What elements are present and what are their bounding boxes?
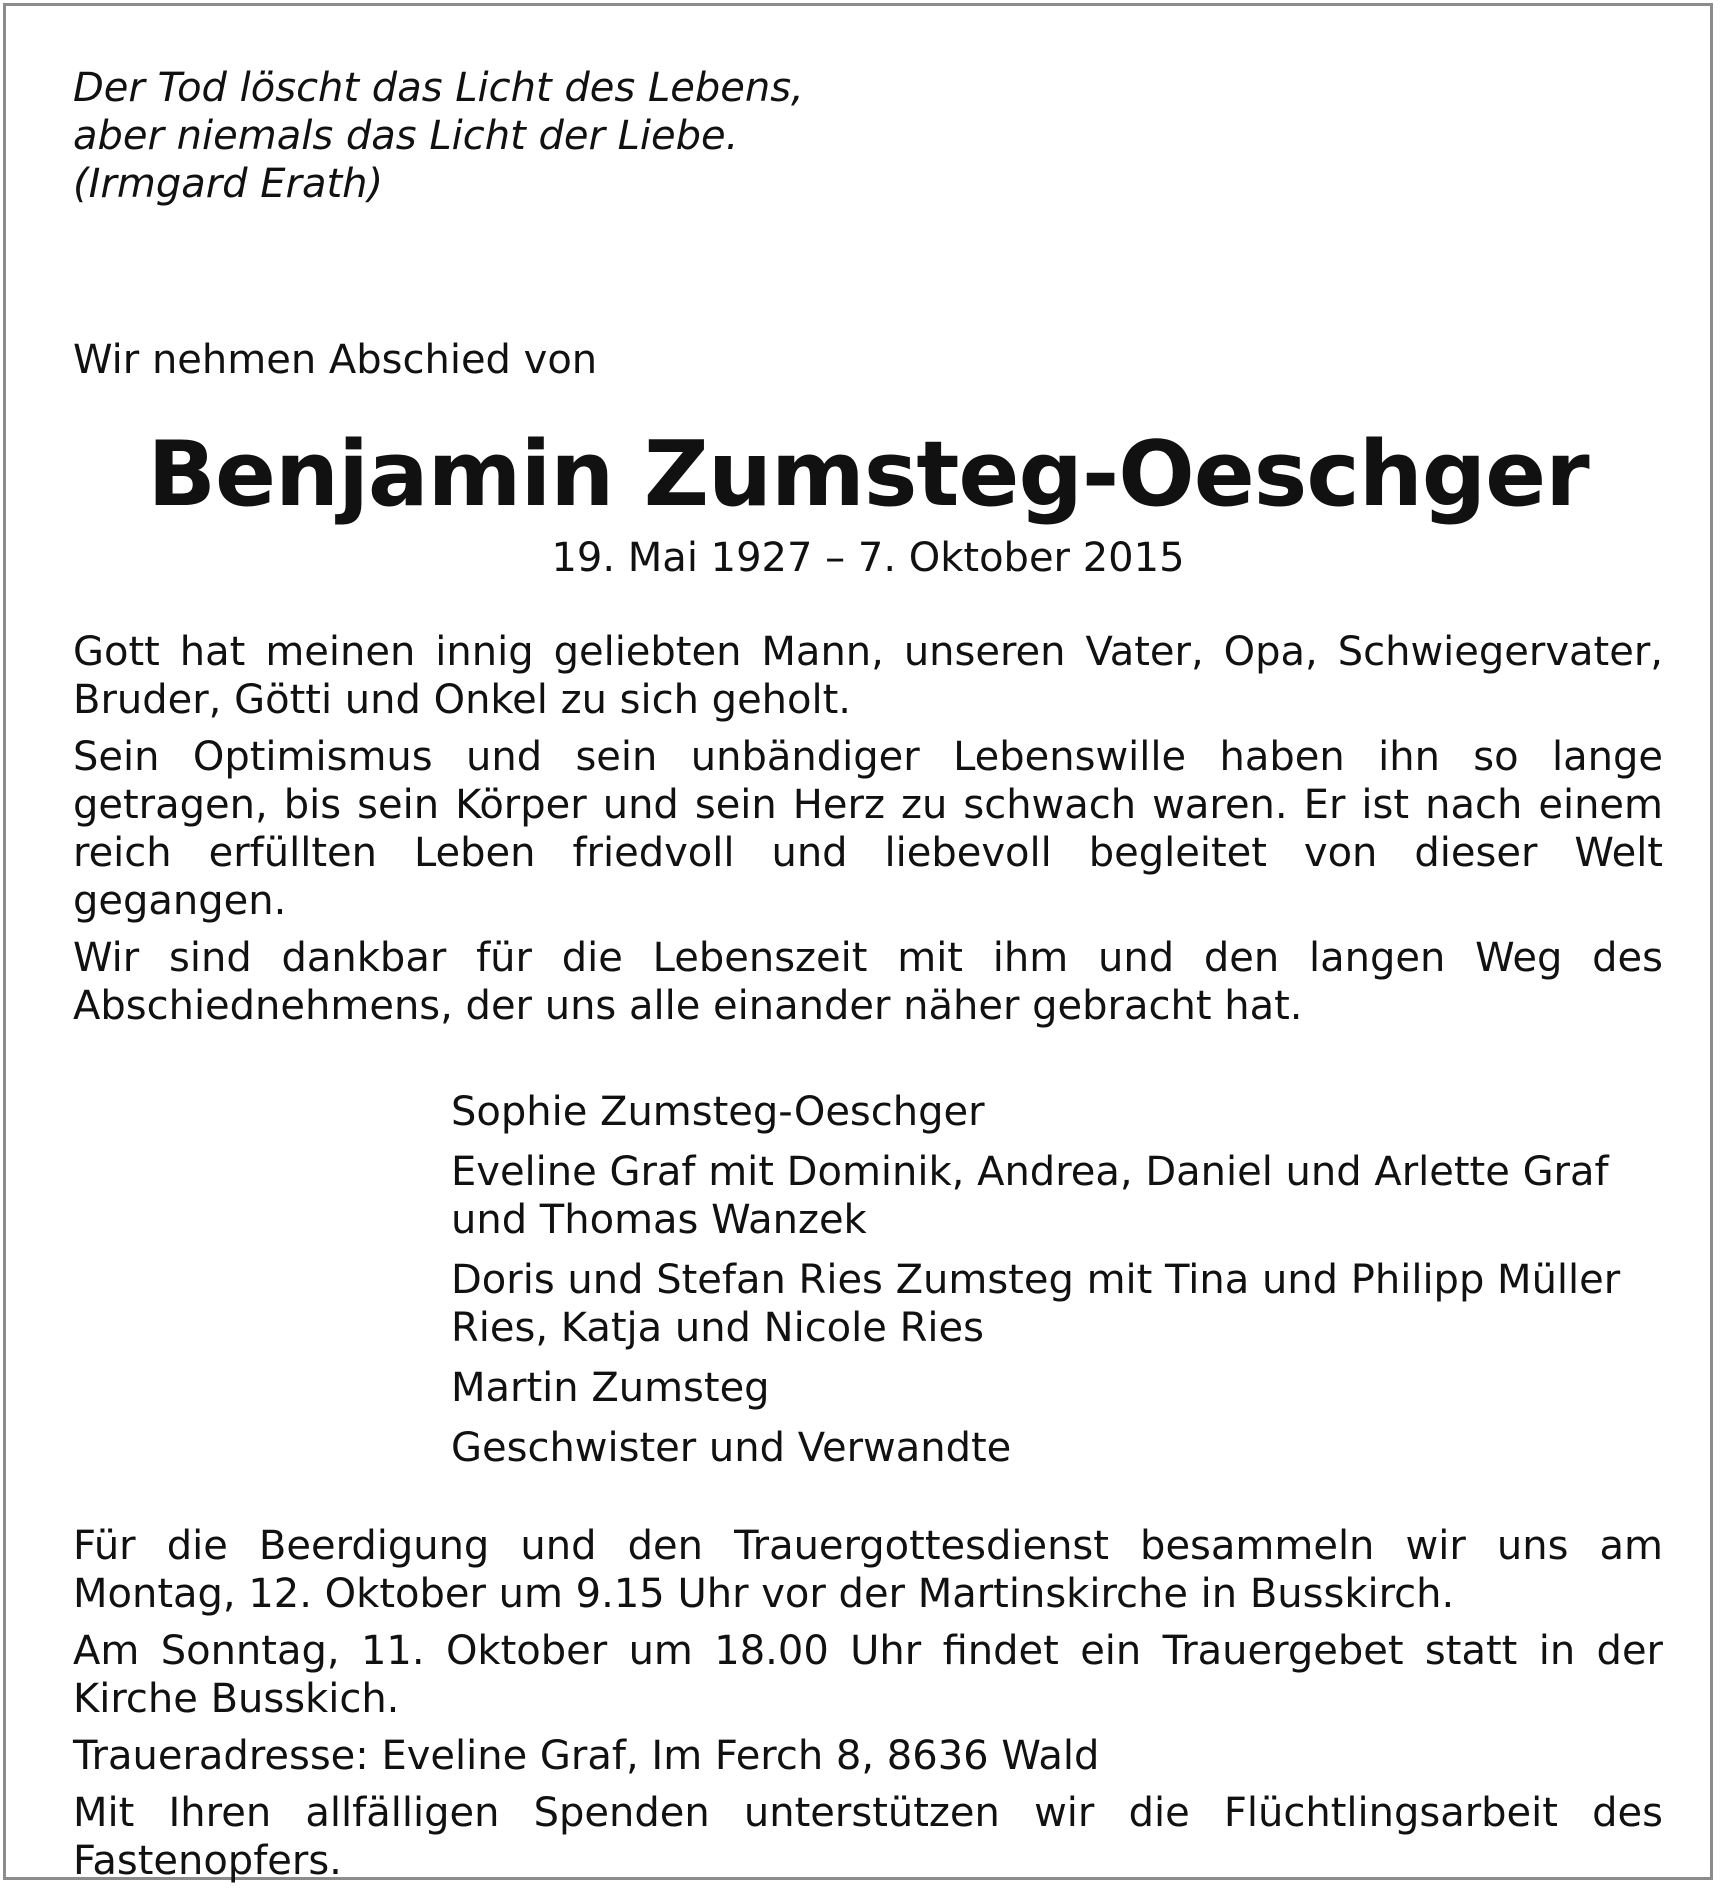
body-paragraph: Gott hat meinen innig geliebten Mann, unseren Vater, Opa, Schwiegervater, Bruder, Götti und Onkel zu sich geholt. (73, 629, 1663, 723)
body-text (73, 628, 1663, 1030)
body-paragraph: Sein Optimismus und sein unbändiger Lebenswille haben ihn so lange getragen, bis sein Körper und sein Herz zu schwach waren. Er ist nach einem reich erfüllten Leben friedvoll und liebevoll begleitet von dieser Welt gegangen. (73, 734, 1663, 924)
closing-notes (73, 1522, 1663, 1885)
quote-block (73, 64, 1663, 208)
quote-author: (Irmgard Erath) (73, 161, 384, 207)
mourner-entry: Eveline Graf mit Dominik, Andrea, Daniel und Arlette Graf und Thomas Wanzek (451, 1149, 1609, 1243)
donation-note: Mit Ihren allfälligen Spenden unterstützen wir die Flüchtlingsarbeit des Fastenopfers. (73, 1790, 1663, 1884)
prayer-notice: Am Sonntag, 11. Oktober um 18.00 Uhr findet ein Trauergebet statt in der Kirche Busskich. (73, 1628, 1663, 1722)
mourner-entry: Doris und Stefan Ries Zumsteg mit Tina und Philipp Müller Ries, Katja und Nicole Ries (451, 1257, 1621, 1351)
farewell-intro: Wir nehmen Abschied von (73, 337, 598, 383)
mourning-address: Traueradresse: Eveline Graf, Im Ferch 8, 8636 Wald (73, 1733, 1100, 1779)
obituary-frame (3, 3, 1713, 1884)
body-paragraph: Wir sind dankbar für die Lebenszeit mit ihm und den langen Weg des Abschiednehmens, der uns alle einander näher gebracht hat. (73, 935, 1663, 1029)
life-dates: 19. Mai 1927 – 7. Oktober 2015 (551, 535, 1185, 581)
funeral-notice: Für die Beerdigung und den Trauergottesdienst besammeln wir uns am Montag, 12. Oktober um 9.15 Uhr vor der Martinskirche in Busskirch. (73, 1523, 1663, 1617)
mourner-entry: Geschwister und Verwandte (451, 1425, 1012, 1471)
obituary-content (73, 64, 1663, 1885)
mourners-list (451, 1088, 1663, 1472)
deceased-name: Benjamin Zumsteg-Oeschger (147, 422, 1589, 527)
quote-line-2: aber niemals das Licht der Liebe. (73, 113, 739, 159)
mourner-entry: Sophie Zumsteg-Oeschger (451, 1089, 985, 1135)
mourner-entry: Martin Zumsteg (451, 1365, 770, 1411)
quote-line-1: Der Tod löscht das Licht des Lebens, (73, 65, 804, 111)
